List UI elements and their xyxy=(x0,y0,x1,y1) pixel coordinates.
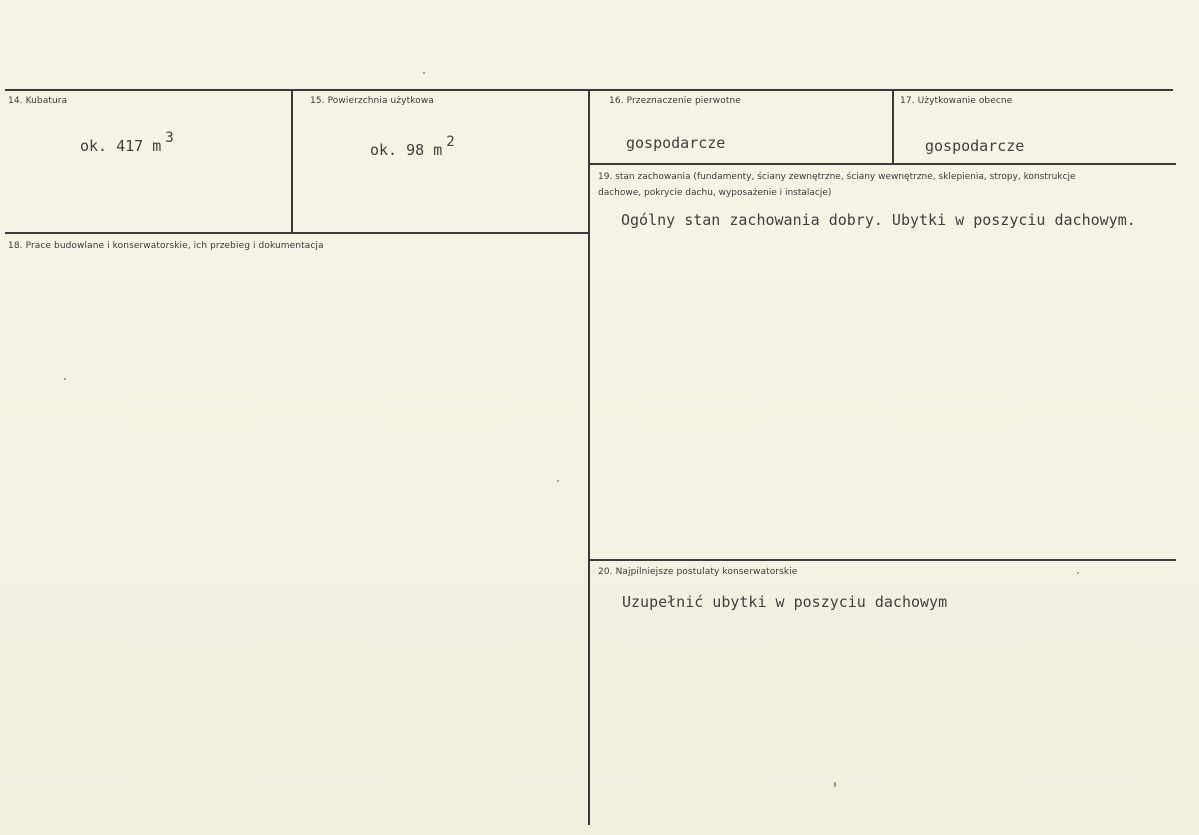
paper-speck xyxy=(1077,572,1079,574)
field-18-label: 18. Prace budowlane i konserwatorskie, ich przebieg i dokumentacja xyxy=(8,241,324,251)
paper-speck xyxy=(834,782,836,787)
field-14-value-text: ok. 417 m xyxy=(80,137,162,155)
rule-under-16-17 xyxy=(590,163,1176,165)
field-17-label: 17. Użytkowanie obecne xyxy=(900,96,1013,106)
field-16-value[interactable]: gospodarcze xyxy=(626,134,726,152)
rule-above-20 xyxy=(590,559,1176,561)
field-20-label: 20. Najpilniejsze postulaty konserwatorskie xyxy=(598,567,798,577)
field-15-unit-exponent: 2 xyxy=(446,134,455,150)
field-14-unit-exponent: 3 xyxy=(165,130,174,146)
paper-speck xyxy=(423,72,425,74)
field-16-label: 16. Przeznaczenie pierwotne xyxy=(609,96,741,106)
field-15-label: 15. Powierzchnia użytkowa xyxy=(310,96,434,106)
field-15-value-text: ok. 98 m xyxy=(370,141,443,159)
divider-14-15 xyxy=(291,90,293,233)
paper-speck xyxy=(557,480,559,482)
field-19-label: 19. stan zachowania (fundamenty, ściany zewnętrzne, ściany wewnętrzne, sklepienia, stropy, konstrukcje dachowe, pokrycie dachu, wyposażenie i instalacje) xyxy=(598,172,1076,198)
field-15-value[interactable] xyxy=(370,134,455,159)
field-14-label: 14. Kubatura xyxy=(8,96,68,106)
field-17-value[interactable]: gospodarcze xyxy=(925,137,1025,155)
paper-speck xyxy=(64,378,66,380)
divider-16-17 xyxy=(892,90,894,163)
field-19-value[interactable]: Ogólny stan zachowania dobry. Ubytki w poszyciu dachowym. xyxy=(621,211,1136,229)
field-20-value[interactable]: Uzupełnić ubytki w poszyciu dachowym xyxy=(622,593,948,611)
divider-main xyxy=(588,90,590,825)
rule-under-14-15 xyxy=(5,232,590,234)
field-14-value[interactable] xyxy=(80,130,174,155)
